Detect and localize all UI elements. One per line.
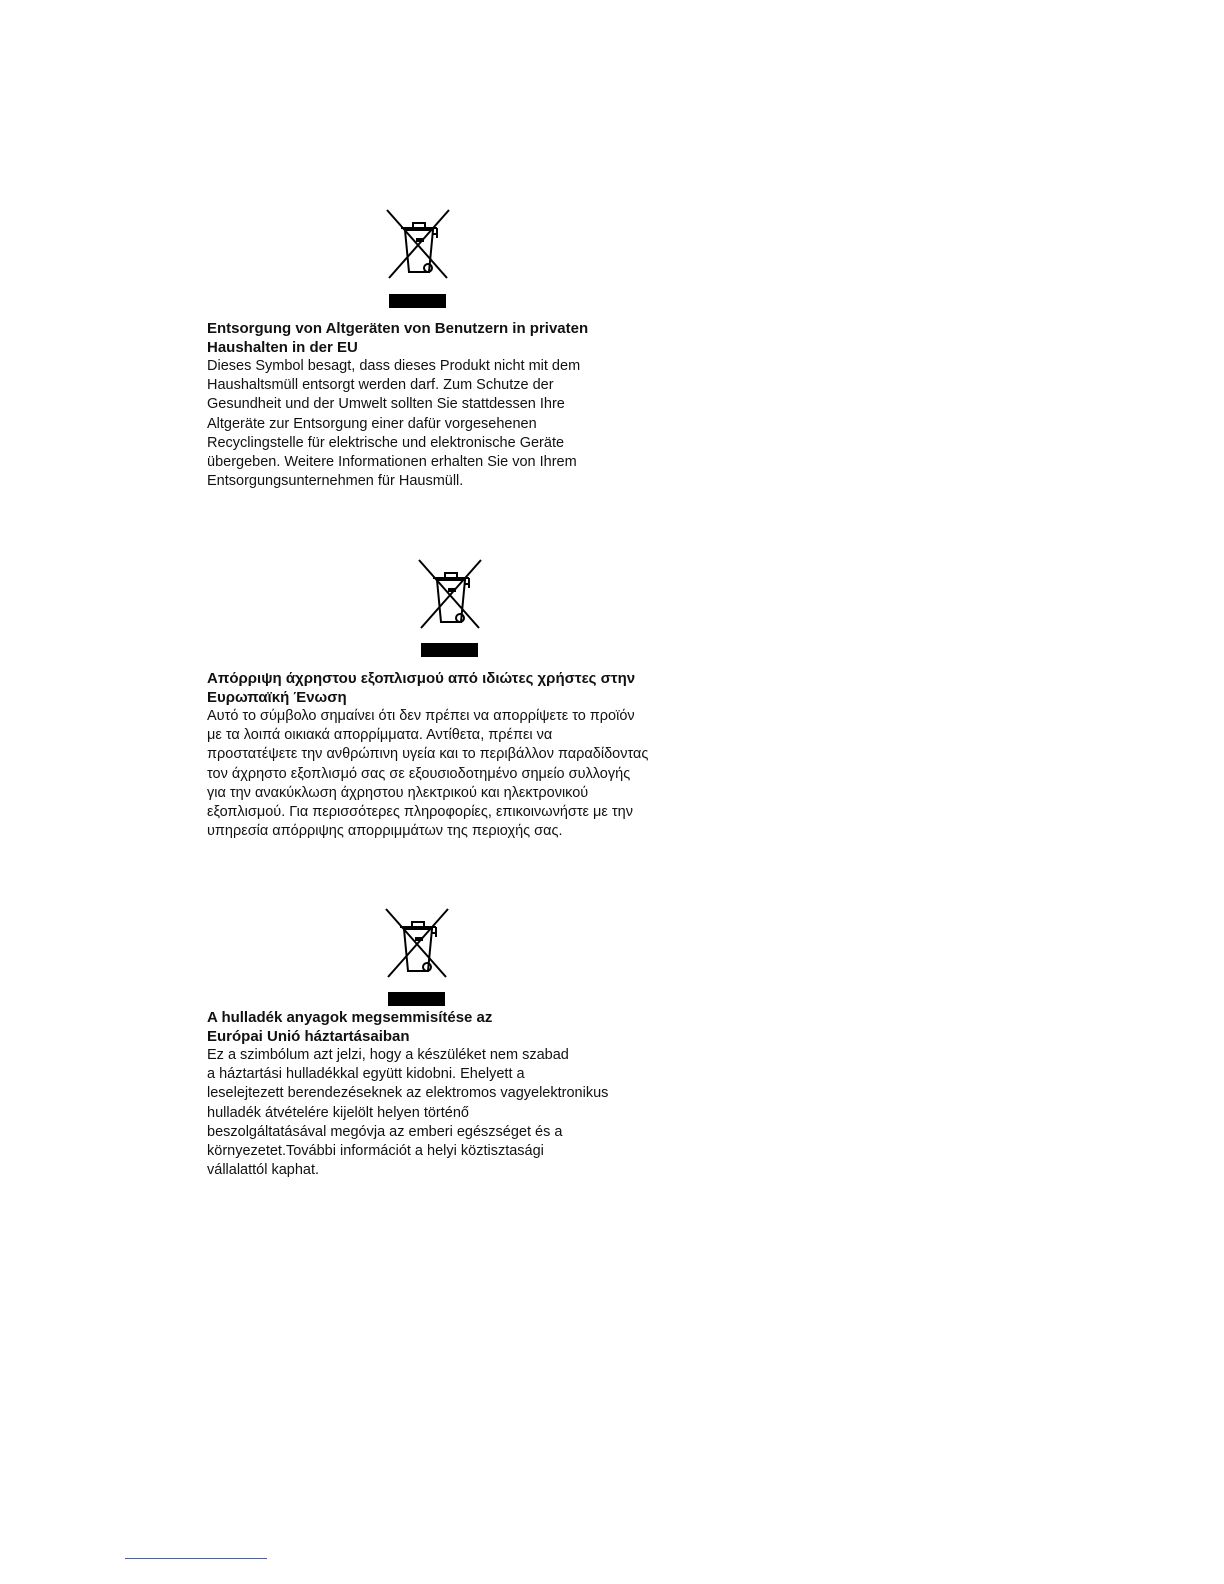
section-body <box>207 357 727 491</box>
heading-line: Európai Unió háztartásaiban <box>207 1028 410 1046</box>
body-line: übergeben. Weitere Informationen erhalten Sie von Ihrem <box>207 453 577 470</box>
weee-crossed-bin-icon <box>383 208 453 282</box>
heading-line: Haushalten in der EU <box>207 339 358 357</box>
body-line: Ez a szimbólum azt jelzi, hogy a készüléket nem szabad <box>207 1047 569 1063</box>
body-line: για την ανακύκλωση άχρηστου ηλεκτρικού και ηλεκτρονικού <box>207 784 589 801</box>
body-line: Altgeräte zur Entsorgung einer dafür vorgesehenen <box>207 415 537 432</box>
section-body <box>207 707 727 841</box>
body-line: Dieses Symbol besagt, dass dieses Produkt nicht mit dem <box>207 358 581 374</box>
section-heading <box>207 319 727 357</box>
body-line: Recyclingstelle für elektrische und elektronische Geräte <box>207 434 565 451</box>
heading-line: Απόρριψη άχρηστου εξοπλισμού από ιδιώτες χρήστες στην <box>207 670 636 687</box>
body-line: εξοπλισμού. Για περισσότερες πληροφορίες, επικοινωνήστε με την <box>207 803 633 820</box>
body-line: Αυτό το σύμβολο σημαίνει ότι δεν πρέπει να απορρίψετε το προϊόν <box>207 708 635 724</box>
weee-black-bar <box>388 992 445 1006</box>
body-line: με τα λοιπά οικιακά απορρίμματα. Αντίθετα, πρέπει να <box>207 727 553 744</box>
section-heading <box>207 669 727 707</box>
body-line: hulladék átvételére kijelölt helyen történő <box>207 1104 469 1121</box>
body-line: Gesundheit und der Umwelt sollten Sie stattdessen Ihre <box>207 396 565 413</box>
body-line: környezetet.További információt a helyi köztisztasági <box>207 1142 544 1159</box>
body-line: beszolgáltatásával megóvja az emberi egészséget és a <box>207 1123 563 1140</box>
weee-crossed-bin-icon <box>415 558 485 632</box>
weee-black-bar <box>421 643 478 657</box>
weee-black-bar <box>389 294 446 308</box>
body-line: υπηρεσία απόρριψης απορριμμάτων της περιοχής σας. <box>207 823 563 840</box>
weee-crossed-bin-icon <box>382 907 452 981</box>
footnote-separator <box>125 1558 267 1559</box>
body-line: τον άχρηστο εξοπλισμό σας σε εξουσιοδοτημένο σημείο συλλογής <box>207 765 631 782</box>
section-body <box>207 1046 727 1180</box>
body-line: προστατέψετε την ανθρώπινη υγεία και το περιβάλλον παραδίδοντας <box>207 746 649 763</box>
body-line: a háztartási hulladékkal együtt kidobni. Ehelyett a <box>207 1066 525 1083</box>
body-line: Entsorgungsunternehmen für Hausmüll. <box>207 473 464 490</box>
body-line: vállalattól kaphat. <box>207 1162 320 1179</box>
heading-line: Entsorgung von Altgeräten von Benutzern in privaten <box>207 320 589 337</box>
body-line: Haushaltsmüll entsorgt werden darf. Zum Schutze der <box>207 377 554 394</box>
heading-line: Ευρωπαϊκή Ένωση <box>207 689 347 707</box>
body-line: leselejtezett berendezéseknek az elektromos vagyelektronikus <box>207 1085 609 1102</box>
section-heading <box>207 1008 727 1046</box>
heading-line: A hulladék anyagok megsemmisítése az <box>207 1009 493 1026</box>
